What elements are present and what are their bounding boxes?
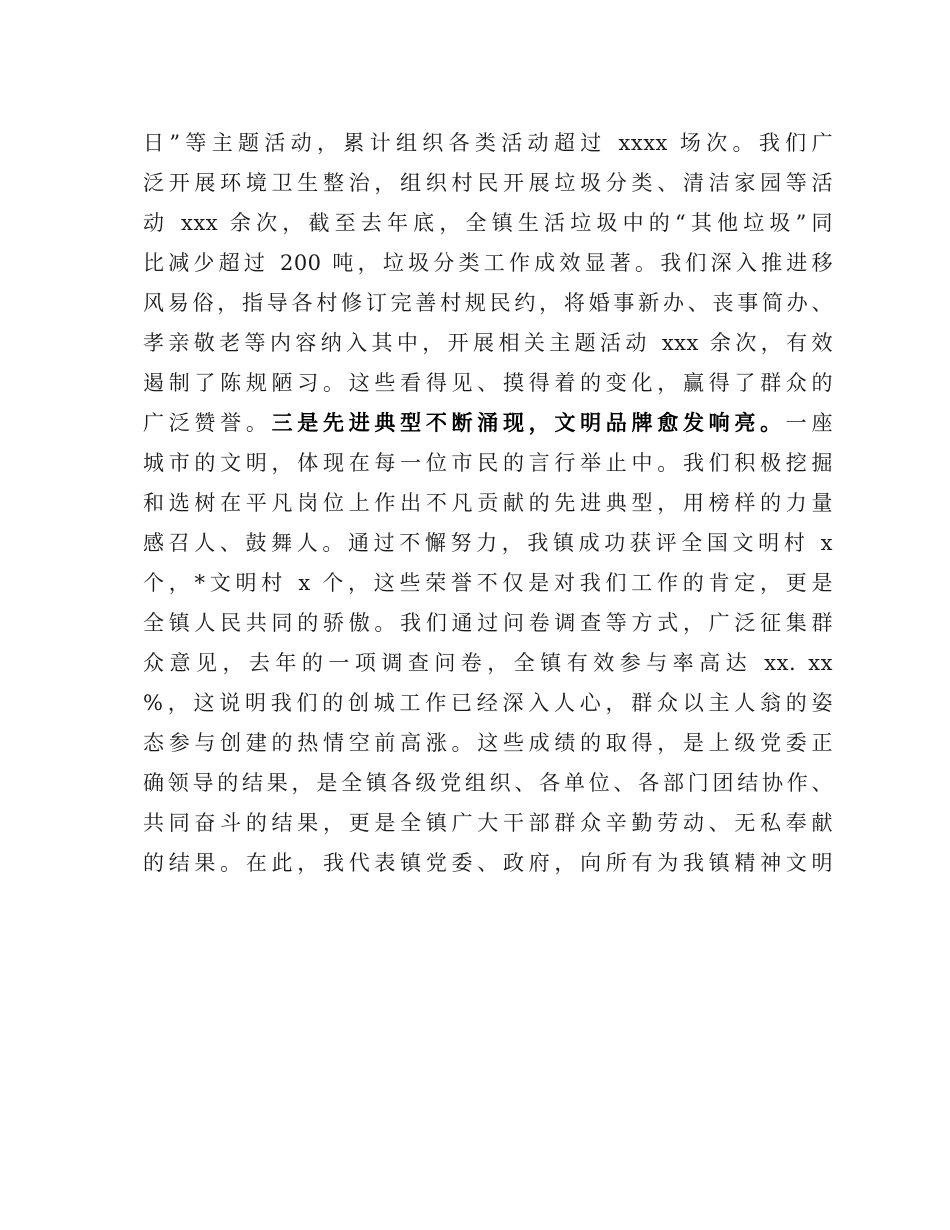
text-line-5: 风易俗，指导各村修订完善村规民约，将婚事新办、丧事简办、 [143, 291, 833, 315]
text-line-8-start: 广泛赞誉。 [143, 411, 272, 435]
text-line-2: 泛开展环境卫生整治，组织村民开展垃圾分类、清洁家园等活 [143, 171, 833, 195]
text-line-1: 日”等主题活动，累计组织各类活动超过 xxxx 场次。我们广 [143, 131, 833, 155]
text-line-12: 个，*文明村 x 个，这些荣誉不仅是对我们工作的肯定，更是 [143, 571, 833, 595]
text-line-11: 感召人、鼓舞人。通过不懈努力，我镇成功获评全国文明村 x [143, 531, 833, 555]
body-text [143, 123, 833, 883]
text-line-16: 态参与创建的热情空前高涨。这些成绩的取得，是上级党委正 [143, 731, 833, 755]
text-line-7: 遏制了陈规陋习。这些看得见、摸得着的变化，赢得了群众的 [143, 371, 833, 395]
text-line-15: %，这说明我们的创城工作已经深入人心，群众以主人翁的姿 [143, 691, 833, 715]
text-line-3: 动 xxx 余次，截至去年底，全镇生活垃圾中的“其他垃圾”同 [143, 211, 833, 235]
text-line-9: 城市的文明，体现在每一位市民的言行举止中。我们积极挖掘 [143, 451, 833, 475]
text-line-10: 和选树在平凡岗位上作出不凡贡献的先进典型，用榜样的力量 [143, 491, 833, 515]
text-line-17: 确领导的结果，是全镇各级党组织、各单位、各部门团结协作、 [143, 771, 833, 795]
text-line-8-end: 一座 [785, 411, 834, 435]
text-line-8 [143, 403, 833, 443]
text-line-19: 的结果。在此，我代表镇党委、政府，向所有为我镇精神文明 [143, 851, 833, 875]
text-line-18: 共同奋斗的结果，更是全镇广大干部群众辛勤劳动、无私奉献 [143, 811, 833, 835]
text-line-14: 众意见，去年的一项调查问卷，全镇有效参与率高达 xx. xx [143, 651, 833, 675]
text-line-6: 孝亲敬老等内容纳入其中，开展相关主题活动 xxx 余次，有效 [143, 331, 833, 355]
text-line-13: 全镇人民共同的骄傲。我们通过问卷调查等方式，广泛征集群 [143, 611, 833, 635]
bold-heading-point-three: 三是先进典型不断涌现，文明品牌愈发响亮。 [271, 411, 786, 435]
text-line-4: 比减少超过 200 吨，垃圾分类工作成效显著。我们深入推进移 [143, 251, 833, 275]
